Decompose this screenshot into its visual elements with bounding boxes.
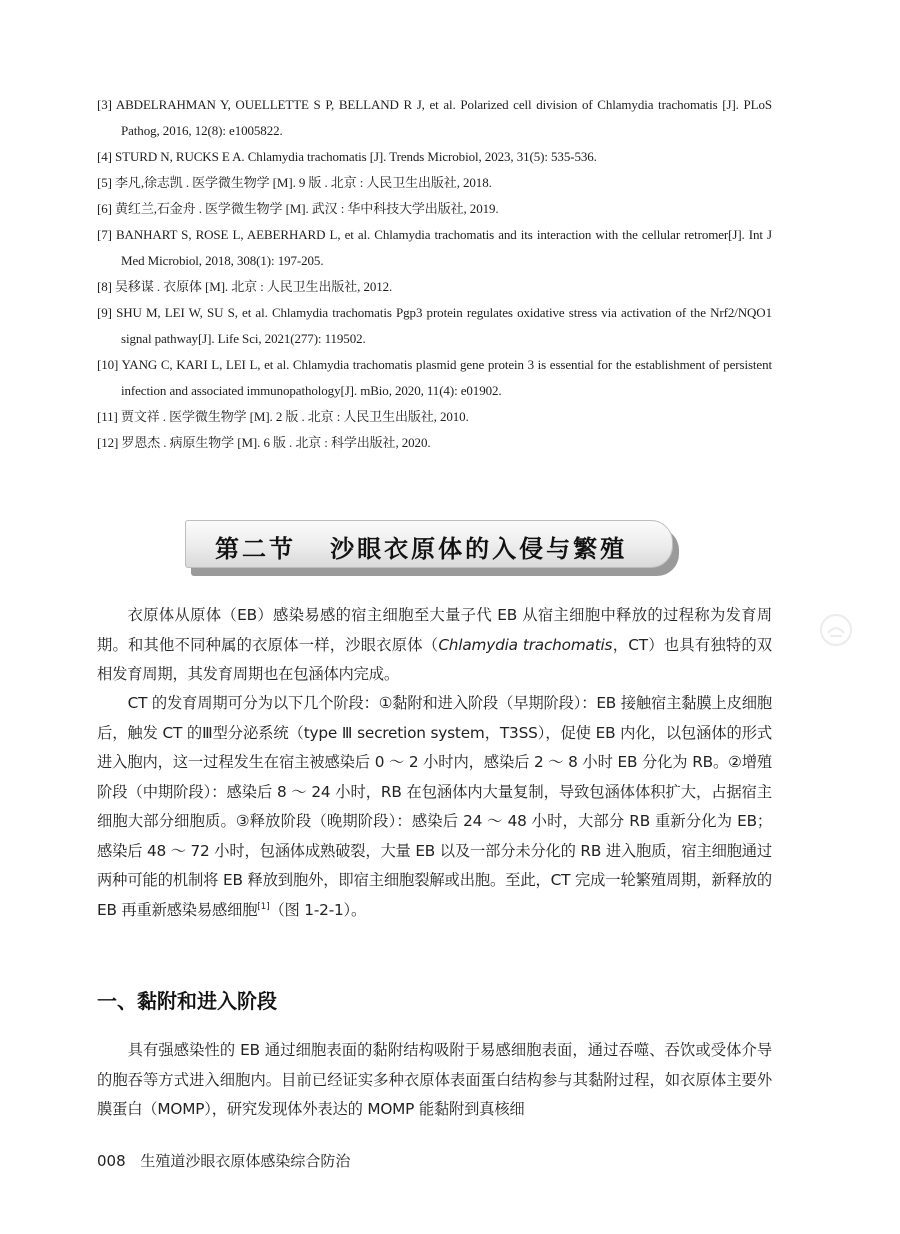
watermark-icon [818, 612, 854, 648]
species-name: Chlamydia trachomatis [438, 635, 613, 654]
page-footer [97, 1150, 350, 1171]
reference-item: [11] 贾文祥 . 医学微生物学 [M]. 2 版 . 北京 : 人民卫生出版社, 2010. [97, 409, 469, 424]
paragraph-cycle: CT 的发育周期可分为以下几个阶段：①黏附和进入阶段（早期阶段）：EB 接触宿主黏膜上皮细胞后，触发 CT 的Ⅲ型分泌系统（type Ⅲ secretion system，T3SS），促使 EB 内化，以包涵体的形式进入胞内，这一过程发生在宿主被感染后 0 ～ 2 小时内，感染后 2 ～ 8 小时 EB 分化为 RB。②增殖阶段（中期阶段）：感染后 8 ～ 24 小时，RB 在包涵体内大量复制，导致包涵体体积扩大，占据宿主细胞大部分细胞质。③释放阶段（晚期阶段）：感染后 24 ～ 48 小时，大部分 RB 重新分化为 EB；感染后 48 ～ 72 小时，包涵体成熟破裂，大量 EB 以及一部分未分化的 RB 进入胞质，宿主细胞通过两种可能的机制将 EB 释放到胞外，即宿主细胞裂解或出胞。至此，CT 完成一轮繁殖周期，新释放的 EB 再重新感染易感细胞[1]（图 1-2-1）。 [97, 694, 772, 919]
section-title [215, 529, 627, 564]
reference-item: [9] SHU M, LEI W, SU S, et al. Chlamydia trachomatis Pgp3 protein regulates oxidative stress via activation of the Nrf2/NQO1 signal pathway[J]. Life Sci, 2021(277): 119502. [97, 305, 772, 346]
paragraph-intro: 衣原体从原体（EB）感染易感的宿主细胞至大量子代 EB 从宿主细胞中释放的过程称为发育周期。和其他不同种属的衣原体一样，沙眼衣原体（Chlamydia trachomatis，CT）也具有独特的双相发育周期，其发育周期也在包涵体内完成。 [97, 606, 772, 683]
section-title-text: 沙眼衣原体的入侵与繁殖 [330, 534, 628, 563]
section-title-banner [185, 520, 683, 576]
book-title: 生殖道沙眼衣原体感染综合防治 [140, 1152, 351, 1170]
reference-item: [5] 李凡,徐志凯 . 医学微生物学 [M]. 9 版 . 北京 : 人民卫生出版社, 2018. [97, 175, 492, 190]
subsection-heading: 一、黏附和进入阶段 [97, 989, 277, 1013]
reference-item: [8] 吴移谋 . 衣原体 [M]. 北京 : 人民卫生出版社, 2012. [97, 279, 393, 294]
section-label: 第二节 [215, 534, 296, 563]
citation-marker: [1] [257, 901, 270, 912]
reference-item: [3] ABDELRAHMAN Y, OUELLETTE S P, BELLAND R J, et al. Polarized cell division of Chlamydia trachomatis [J]. PLoS Pathog, 2016, 12(8): e1005822. [97, 97, 773, 138]
reference-item: [6] 黄红兰,石金舟 . 医学微生物学 [M]. 武汉 : 华中科技大学出版社, 2019. [97, 201, 499, 216]
reference-list [97, 92, 772, 456]
reference-item: [4] STURD N, RUCKS E A. Chlamydia trachomatis [J]. Trends Microbiol, 2023, 31(5): 535-536. [97, 149, 597, 164]
reference-item: [10] YANG C, KARI L, LEI L, et al. Chlamydia trachomatis plasmid gene protein 3 is essential for the establishment of persistent infection and associated immunopathology[J]. mBio, 2020, 11(4): e01902. [97, 357, 773, 398]
reference-item: [12] 罗恩杰 . 病原生物学 [M]. 6 版 . 北京 : 科学出版社, 2020. [97, 435, 431, 450]
reference-item: [7] BANHART S, ROSE L, AEBERHARD L, et al. Chlamydia trachomatis and its interaction with the cellular retromer[J]. Int J Med Microbiol, 2018, 308(1): 197-205. [97, 227, 772, 268]
paragraph-adhesion: 具有强感染性的 EB 通过细胞表面的黏附结构吸附于易感细胞表面，通过吞噬、吞饮或受体介导的胞吞等方式进入细胞内。目前已经证实多种衣原体表面蛋白结构参与其黏附过程，如衣原体主要外膜蛋白（MOMP），研究发现体外表达的 MOMP 能黏附到真核细 [97, 1041, 772, 1118]
page-number: 008 [97, 1152, 126, 1170]
